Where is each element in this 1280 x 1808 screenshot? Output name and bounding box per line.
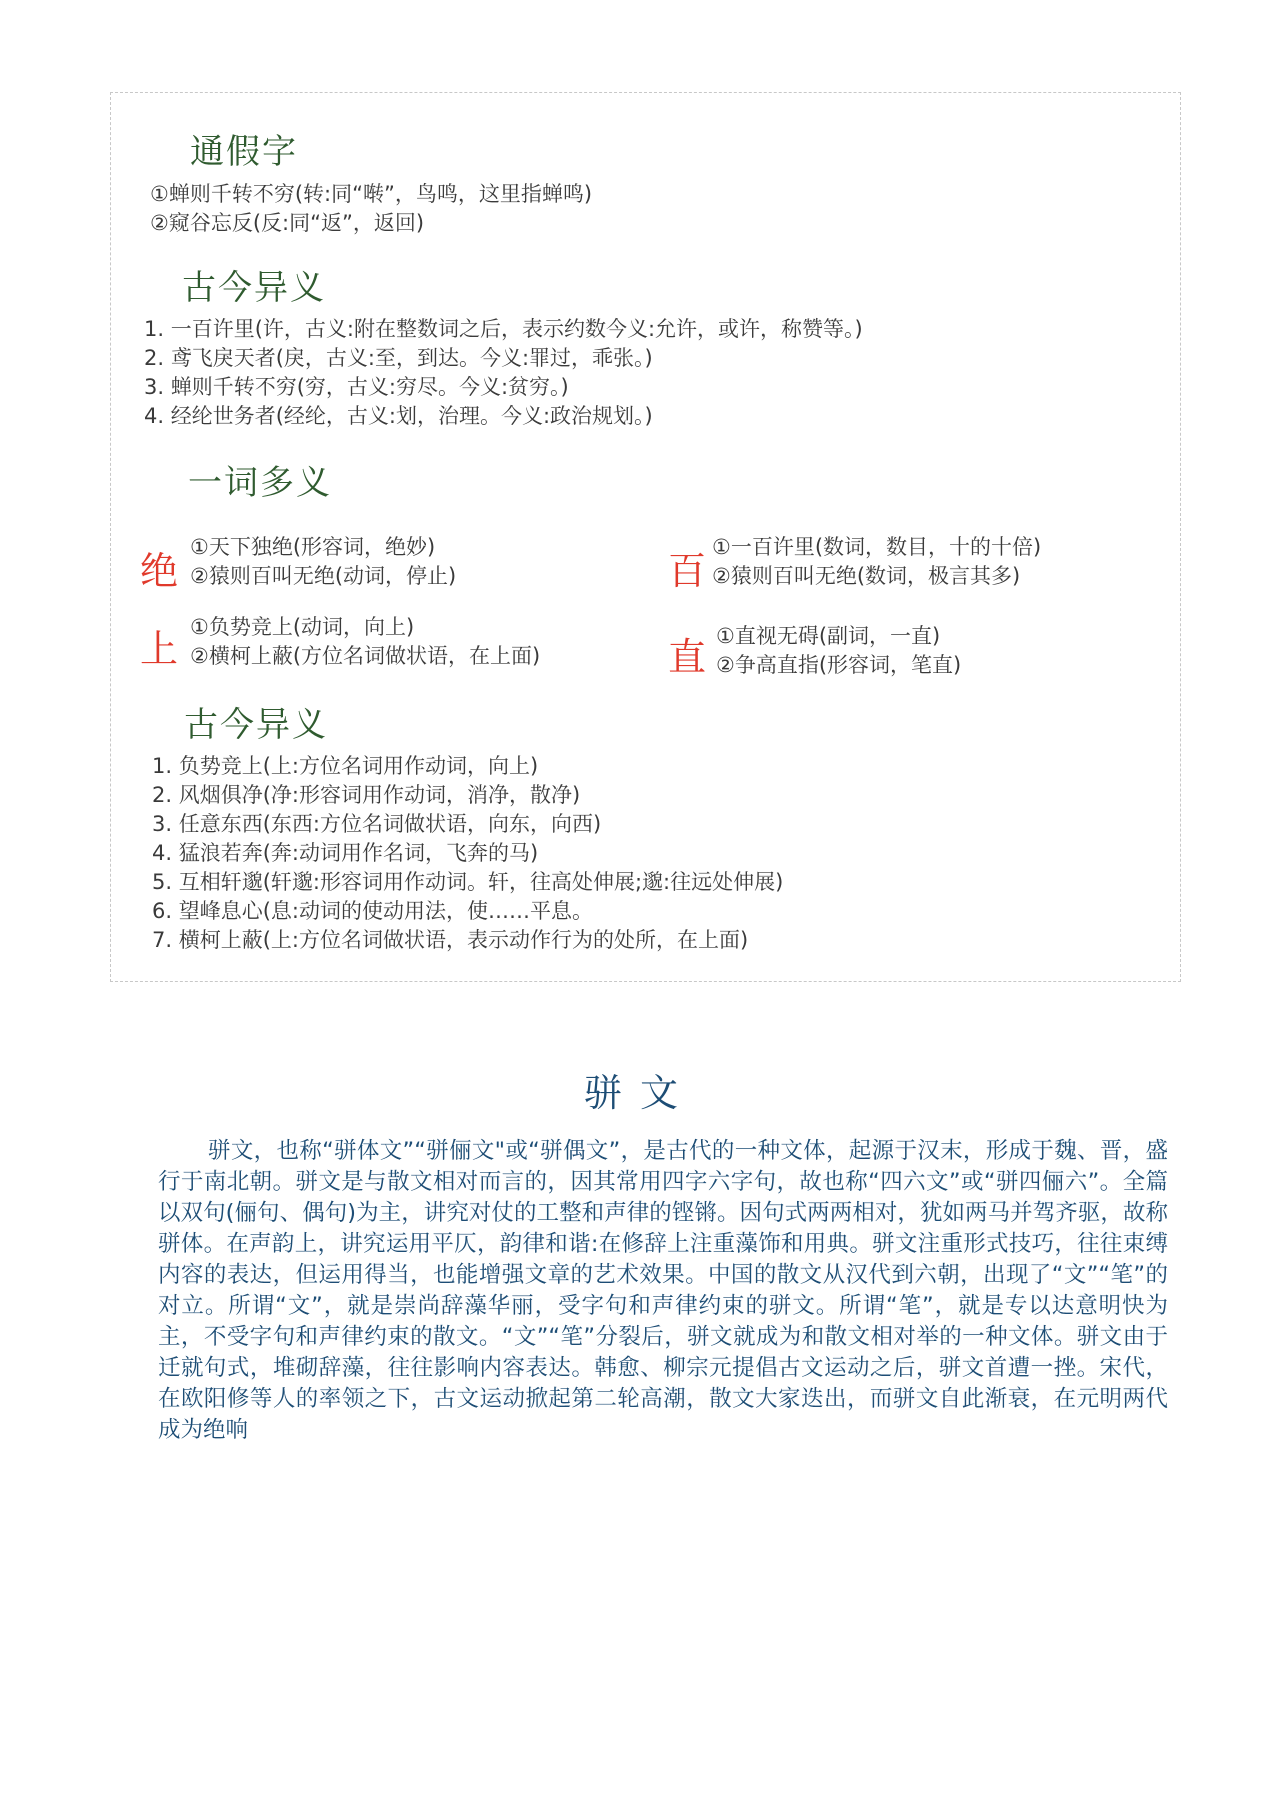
list-item: 2. 风烟俱净(净:形容词用作动词，消净，散净): [152, 783, 581, 807]
list-item: 3. 任意东西(东西:方位名词做状语，向东，向西): [152, 812, 602, 836]
list-item: 1. 一百许里(许，古义:附在整数词之后，表示约数今义:允许，或许，称赞等。): [144, 317, 863, 341]
section-heading-yiciduoyi: 一词多义: [188, 463, 332, 503]
list-item: 6. 望峰息心(息:动词的使动用法，使……平息。: [152, 899, 593, 923]
article-title: 骈文: [583, 1071, 696, 1115]
list-item: ②猿则百叫无绝(动词，停止): [190, 564, 457, 588]
polysemy-char-jue: 绝: [140, 549, 179, 593]
list-item: ②争高直指(形容词，笔直): [716, 653, 962, 677]
polysemy-list-shang: [190, 613, 540, 671]
list-item: ①直视无碍(副词，一直): [716, 624, 941, 648]
list-item: 4. 经纶世务者(经纶，古义:划，治理。今义:政治规划。): [144, 404, 653, 428]
list-item: ①蝉则千转不穷(转:同“啭”，鸟鸣，这里指蝉鸣): [150, 182, 593, 206]
list-item: 1. 负势竞上(上:方位名词用作动词，向上): [152, 754, 539, 778]
polysemy-list-bai: [712, 533, 1041, 591]
list-item: ②窥谷忘反(反:同“返”，返回): [150, 211, 425, 235]
list-item: 3. 蝉则千转不穷(穷，古义:穷尽。今义:贫穷。): [144, 375, 569, 399]
polysemy-char-zhi: 直: [668, 635, 707, 679]
gujinyiyi-list-2: [152, 752, 783, 955]
section-heading-tongjiazi: 通假字: [190, 132, 298, 172]
list-item: ①天下独绝(形容词，绝妙): [190, 535, 436, 559]
list-item: 7. 横柯上蔽(上:方位名词做状语，表示动作行为的处所，在上面): [152, 928, 749, 952]
polysemy-list-jue: [190, 533, 456, 591]
polysemy-char-bai: 百: [668, 549, 707, 593]
list-item: ①负势竞上(动词，向上): [190, 615, 415, 639]
polysemy-list-zhi: [716, 622, 961, 680]
list-item: ①一百许里(数词，数目，十的十倍): [712, 535, 1042, 559]
list-item: ②横柯上蔽(方位名词做状语，在上面): [190, 644, 541, 668]
list-item: 5. 互相轩邈(轩邈:形容词用作动词。轩，往高处伸展;邈:往远处伸展): [152, 870, 784, 894]
list-item: 4. 猛浪若奔(奔:动词用作名词，飞奔的马): [152, 841, 539, 865]
tongjiazi-list: [150, 180, 592, 238]
gujinyiyi-list: [144, 315, 863, 431]
section-heading-gujinyiyi: 古今异义: [182, 268, 326, 308]
list-item: 2. 鸢飞戾天者(戾，古义:至，到达。今义:罪过，乖张。): [144, 346, 653, 370]
polysemy-char-shang: 上: [140, 627, 179, 671]
list-item: ②猿则百叫无绝(数词，极言其多): [712, 564, 1021, 588]
article-body: 骈文，也称“骈体文”“骈俪文"或“骈偶文”，是古代的一种文体，起源于汉末，形成于魏、晋，盛行于南北朝。骈文是与散文相对而言的，因其常用四字六字句，故也称“四六文”或“骈四俪六”。全篇以双句(俪句、偶句)为主，讲究对仗的工整和声律的铿锵。因句式两两相对，犹如两马并驾齐驱，故称骈体。在声韵上，讲究运用平仄，韵律和谐:在修辞上注重藻饰和用典。骈文注重形式技巧，往往束缚内容的表达，但运用得当，也能增强文章的艺术效果。中国的散文从汉代到六朝，出现了“文”“笔”的对立。所谓“文”，就是崇尚辞藻华丽，受字句和声律约束的骈文。所谓“笔”，就是专以达意明快为主，不受字句和声律约束的散文。“文”“笔”分裂后，骈文就成为和散文相对举的一种文体。骈文由于迁就句式，堆砌辞藻，往往影响内容表达。韩愈、柳宗元提倡古文运动之后，骈文首遭一挫。宋代，在欧阳修等人的率领之下，古文运动掀起第二轮高潮，散文大家迭出，而骈文自此渐衰，在元明两代成为绝响: [158, 1138, 1168, 1443]
section-heading-gujinyiyi-2: 古今异义: [184, 705, 328, 745]
